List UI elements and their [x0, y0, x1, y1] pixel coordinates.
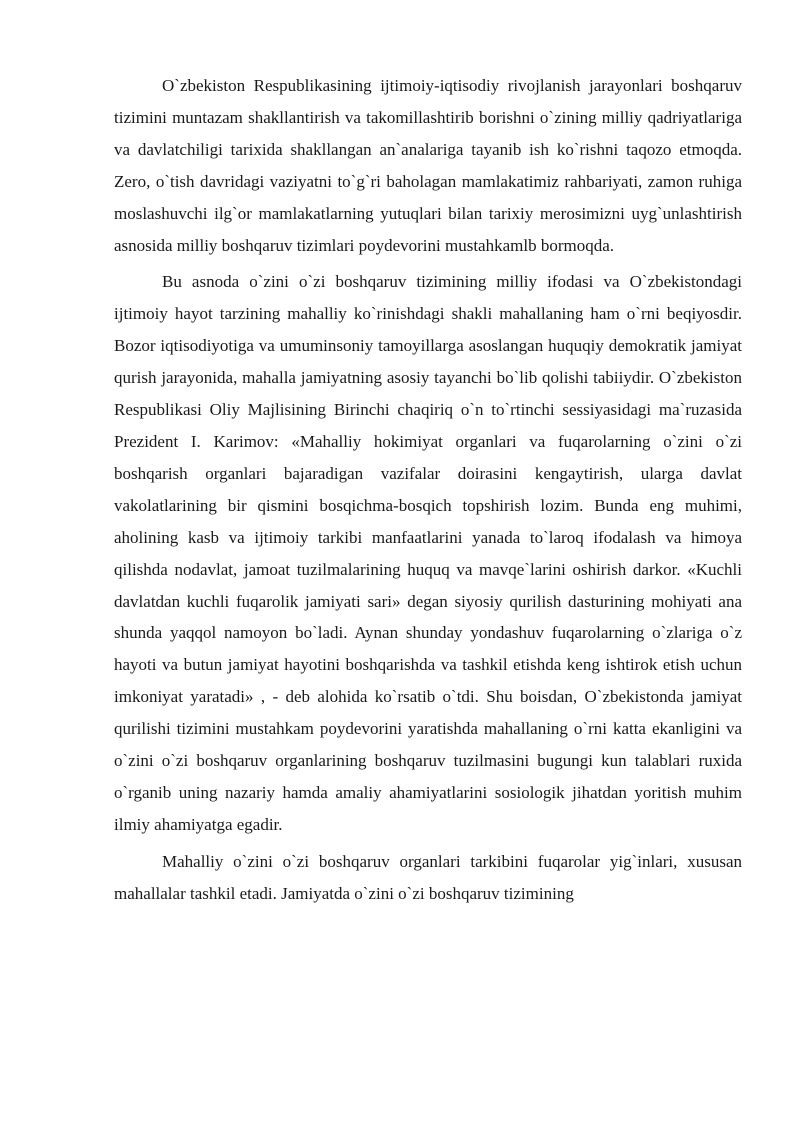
paragraph-1: O`zbekiston Respublikasining ijtimoiy-iqtisodiy rivojlanish jarayonlari boshqaruv tizimini muntazam shakllantirish va takomillashtirib borishni o`zining milliy qadriyatlariga va davlatchiligi tarixida shakllangan an`analariga tayanib ish ko`rishni taqozo etmoqda. Zero, o`tish davridagi vaziyatni to`g`ri baholagan mamlakatimiz rahbariyati, zamon ruhiga moslashuvchi ilg`or mamlakatlarning yutuqlari bilan tarixiy merosimizni uyg`unlashtirish asnosida milliy boshqaruv tizimlari poydevorini mustahkamlb bormoqda. — [114, 76, 742, 255]
paragraph-2: Bu asnoda o`zini o`zi boshqaruv tizimining milliy ifodasi va O`zbekistondagi ijtimoiy hayot tarzining mahalliy ko`rinishdagi shakli mahallaning ham o`rni beqiyosdir. Bozor iqtisodiyotiga va umuminsoniy tamoyillarga asoslangan huquqiy demokratik jamiyat qurish jarayonida, mahalla jamiyatning asosiy tayanchi bo`lib qolishi tabiiydir. O`zbekiston Respublikasi Oliy Majlisining Birinchi chaqiriq o`n to`rtinchi sessiyasidagi ma`ruzasida Prezident I. Karimov: «Mahalliy hokimiyat organlari va fuqarolarning o`zini o`zi boshqarish organlari bajaradigan vazifalar doirasini kengaytirish, ularga davlat vakolatlarining bir qismini bosqichma-bosqich topshirish lozim. Bunda eng muhimi, aholining kasb va ijtimoiy tarkibi manfaatlarini yanada to`laroq ifodalash va himoya qilishda nodavlat, jamoat tuzilmalarining huquq va mavqe`larini oshirish darkor. «Kuchli davlatdan kuchli fuqarolik jamiyati sari» degan siyosiy qurilish dasturining mohiyati ana shunda yaqqol namoyon bo`ladi. Aynan shunday yondashuv fuqarolarning o`zlariga o`z hayoti va butun jamiyat hayotini boshqarishda va tashkil etishda keng ishtirok etish uchun imkoniyat yaratadi» , - deb alohida ko`rsatib o`tdi. Shu boisdan, O`zbekistonda jamiyat qurilishi tizimini mustahkam poydevorini yaratishda mahallaning o`rni katta ekanligini va o`zini o`zi boshqaruv organlarining boshqaruv tuzilmasini bugungi kun talablari ruxida o`rganib uning nazariy hamda amaliy ahamiyatlarini sosiologik jihatdan yoritish muhim ilmiy ahamiyatga egadir. — [114, 272, 742, 834]
document-page — [114, 70, 742, 910]
paragraph-3: Mahalliy o`zini o`zi boshqaruv organlari tarkibini fuqarolar yig`inlari, xususan mahallalar tashkil etadi. Jamiyatda o`zini o`zi boshqaruv tizimining — [114, 851, 742, 903]
